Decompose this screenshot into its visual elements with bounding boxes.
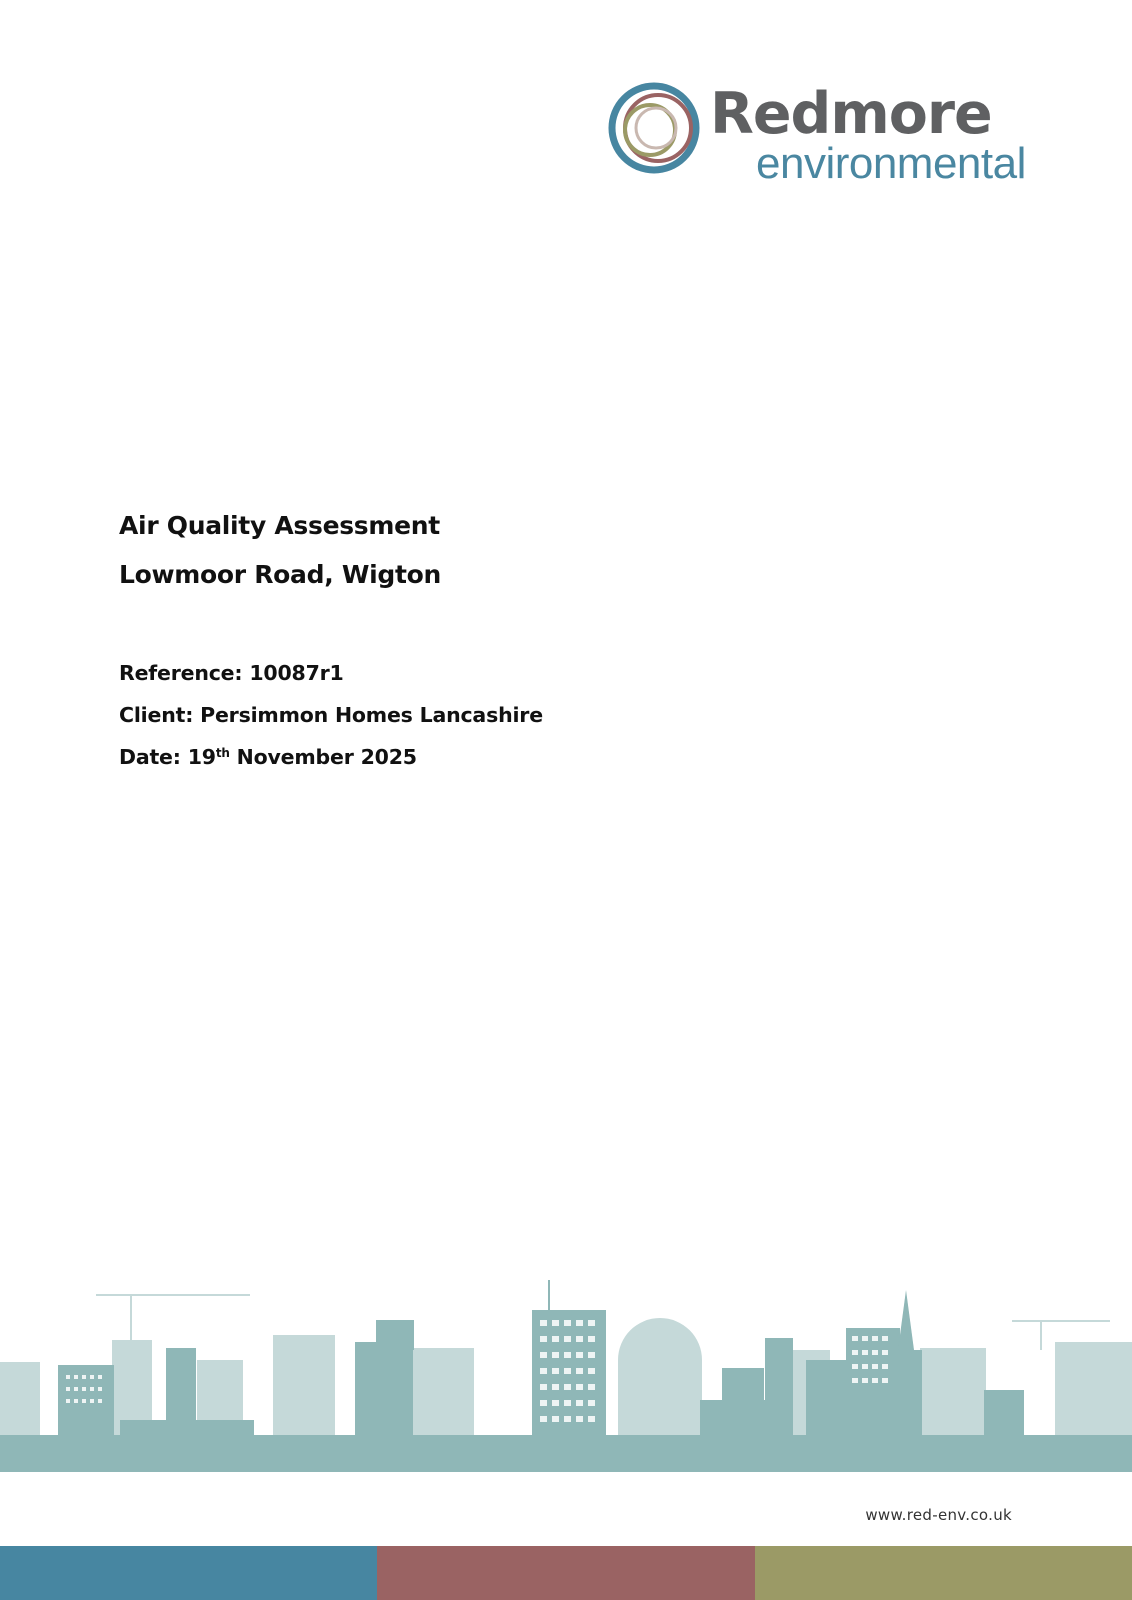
website-url[interactable]: www.red-env.co.uk (865, 1506, 1012, 1524)
city-skyline-illustration (0, 1280, 1132, 1485)
logo-subtitle: environmental (756, 139, 1026, 188)
reference-label: Reference: (119, 661, 243, 685)
title-block (119, 510, 441, 608)
client-line (119, 702, 543, 728)
client-value: Persimmon Homes Lancashire (200, 703, 543, 727)
footer-color-bar-blue (0, 1546, 377, 1600)
date-label: Date: (119, 745, 181, 769)
document-title: Air Quality Assessment (119, 511, 440, 540)
site-name: Lowmoor Road, Wigton (119, 560, 441, 589)
date-line (119, 744, 543, 770)
date-rest: November 2025 (236, 745, 417, 769)
reference-value: 10087r1 (249, 661, 344, 685)
logo-wordmark: Redmore (710, 81, 992, 147)
footer-color-bar-olive (755, 1546, 1132, 1600)
date-day: 19 (187, 745, 216, 769)
footer-color-bar-red (377, 1546, 755, 1600)
meta-block (119, 660, 543, 786)
reference-line (119, 660, 543, 686)
date-suffix: th (215, 746, 230, 760)
redmore-logo (606, 80, 1026, 190)
client-label: Client: (119, 703, 194, 727)
circles-logo-icon (606, 80, 702, 176)
